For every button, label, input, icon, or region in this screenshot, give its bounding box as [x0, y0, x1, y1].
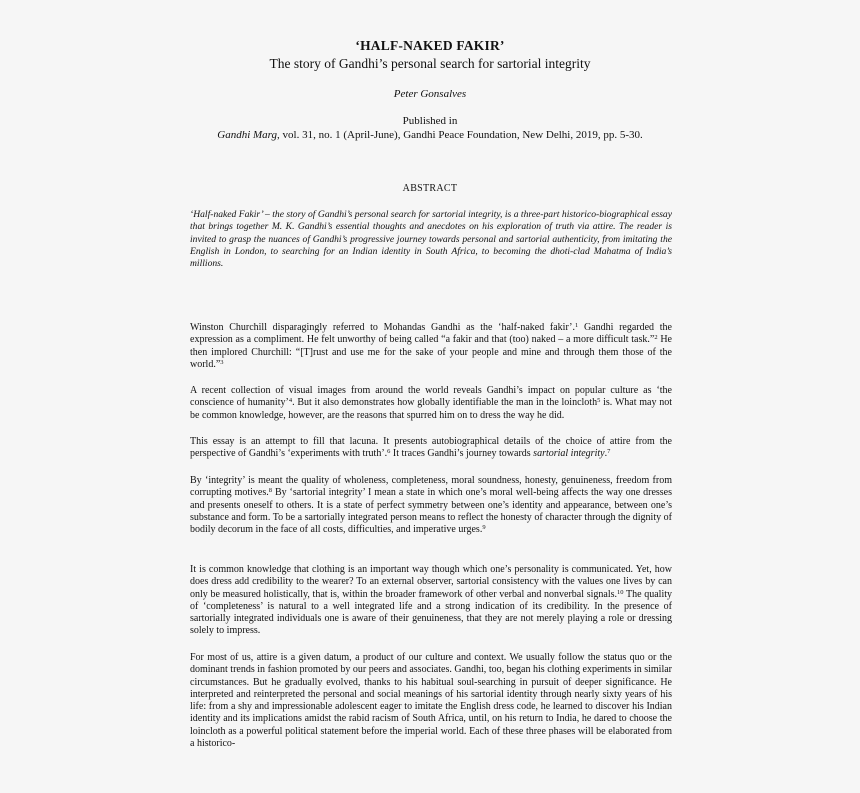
text-run: By ‘sartorial integrity’ I mean a state in which one’s moral well-being affects the way one dresses and presents oneself to others. It is a state of perfect symmetry between one’s identity and appearance, between one’s substance and form. To be a sartorially integrated person means to reflect the honesty of character through the dignity of bodily decorum in the face of all costs, difficulties, and imperative urges.	[190, 487, 672, 536]
text-run: For most of us, attire is a given datum, a product of our culture and context. We usually follow the status quo or the dominant trends in fashion promoted by our peers and associates. Gandhi, too, began his clothing experiments in similar circumstances. But he gradually evolved, thanks to his habitual soul-searching in pursuit of deeper significance. He interpreted and reinterpreted the personal and social meanings of his sartorial identity through nearly sixty years of his life: from a shy and impressionable adolescent eager to imitate the English dress code, he learned to discover his Indian identity and its implications amidst the rabid racism of South Africa, until, on his return to India, he dared to choose the loincloth as a powerful political statement before the imperial world. Each of these three phases will be elaborated from a historico-	[190, 652, 672, 750]
citation	[0, 129, 860, 141]
emphasis-text: sartorial integrity	[533, 448, 605, 460]
abstract-text: ‘Half-naked Fakir’ – the story of Gandhi’s personal search for sartorial integrity, is a three-part historico-biographical essay that brings together M. K. Gandhi’s essential thoughts and anecdotes on his exploration of truth via attire. The reader is invited to grasp the nuances of Gandhi’s progressive journey towards personal and sartorial authenticity, from imitating the English in London, to searching for an Indian identity in South Africa, to becoming the dhoti-clad Mahatma of India’s millions.	[190, 209, 672, 270]
text-run: It traces Gandhi’s journey towards	[390, 448, 534, 460]
text-run: It is common knowledge that clothing is an important way though which one’s personality is communicated. Yet, how does dress add credibility to the wearer? To an external observer, sartorial consistency with the values one lives by can only be measured holistically, that is, within the broader framework of other verbal and nonverbal signals.	[190, 564, 672, 600]
footnote-ref[interactable]: 2	[654, 334, 658, 342]
body-paragraph-6	[190, 652, 672, 750]
abstract-heading: ABSTRACT	[402, 183, 458, 194]
published-in-label: Published in	[402, 115, 458, 127]
body-paragraph-1	[190, 322, 672, 371]
paper-subtitle: The story of Gandhi’s personal search for sartorial integrity	[269, 56, 591, 71]
text-run: A recent collection of visual images from around the world reveals Gandhi’s impact on popular culture as ‘the conscience of humanity’	[190, 385, 672, 409]
text-run: This essay is an attempt to fill that lacuna. It presents autobiographical details of the choice of attire from the perspective of Gandhi’s ‘experiments with truth’.	[190, 436, 672, 460]
text-run: The quality of ‘completeness’ is natural to a well integrated life and a strong indication of its credibility. In the presence of sartorially integrated individuals one is aware of their genuineness, that they are not merely playing a role or dressing solely to impress.	[190, 588, 673, 637]
footnote-ref[interactable]: 9	[482, 524, 486, 532]
footnote-ref[interactable]: 3	[220, 358, 224, 366]
journal-name: Gandhi Marg	[217, 129, 278, 141]
text-run: . But it also demonstrates how globally identifiable the man in the loincloth	[292, 397, 598, 409]
text-run: By ‘integrity’ is meant the quality of wholeness, completeness, moral soundness, honesty, genuineness, freedom from corrupting motives.	[190, 475, 672, 499]
footnote-ref[interactable]: 8	[268, 487, 273, 495]
citation-details: , vol. 31, no. 1 (April-June), Gandhi Peace Foundation, New Delhi, 2019, pp. 5-30.	[277, 129, 643, 141]
text-run: Gandhi regarded the expression as a compliment. He felt unworthy of being called “a fakir and that (too) naked – a more difficult task.”	[190, 322, 672, 346]
author-name: Peter Gonsalves	[393, 88, 467, 100]
footnote-ref[interactable]: 10	[617, 588, 624, 596]
paper-title: ‘HALF-NAKED FAKIR’	[355, 38, 505, 53]
body-paragraph-3	[190, 436, 672, 461]
footnote-ref[interactable]: 6	[387, 448, 391, 456]
footnote-ref[interactable]: 1	[574, 322, 579, 329]
footnote-ref[interactable]: 5	[597, 397, 601, 405]
body-paragraph-5	[190, 564, 672, 638]
body-paragraph-2	[190, 385, 672, 422]
text-run: is. What may not be common knowledge, however, are the reasons that spurred him on to dress the way he did.	[190, 397, 673, 421]
text-run: Winston Churchill disparagingly referred to Mohandas Gandhi as the ‘half-naked fakir’.	[190, 322, 575, 333]
body-paragraph-4	[190, 475, 672, 536]
footnote-ref[interactable]: 7	[607, 448, 611, 456]
text-run: .	[604, 448, 608, 460]
text-run: He then implored Churchill: “[T]rust and use me for the sake of your people and mine and through them those of the world.”	[190, 334, 672, 370]
footnote-ref[interactable]: 4	[288, 397, 293, 405]
